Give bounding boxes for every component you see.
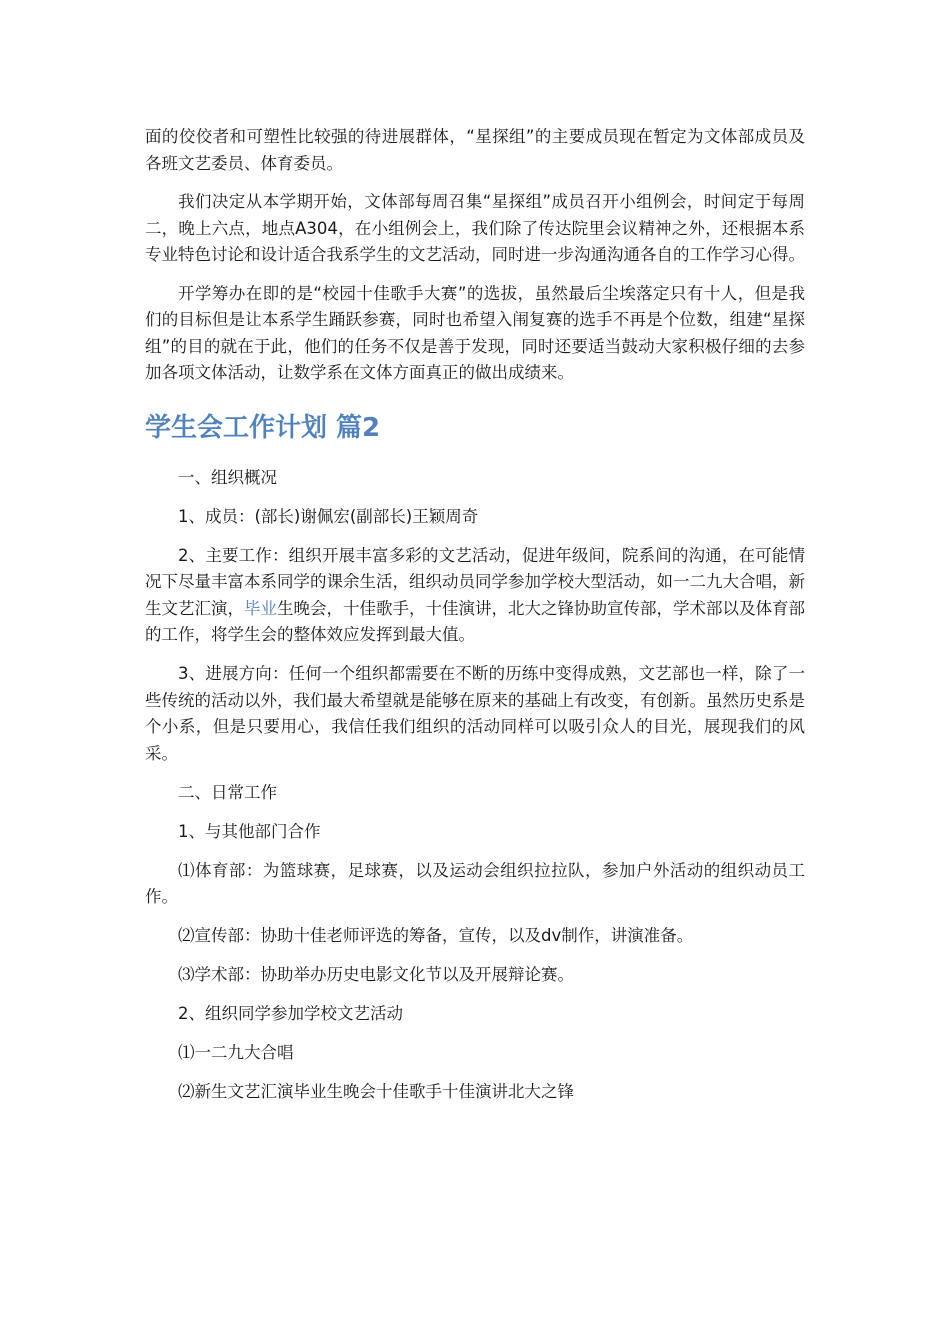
paragraph-weekly-meeting: 我们决定从本学期开始，文体部每周召集“星探组”成员召开小组例会，时间定于每周二，晚上六点，地点A304，在小组例会上，我们除了传达院里会议精神之外，还根据本系专业特色讨论和设计适合我系学生的文艺活动，同时进一步沟通沟通各自的工作学习心得。 xyxy=(145,192,805,264)
subheading-daily-work: 二、日常工作 xyxy=(178,782,277,802)
main-work-text-b: 生晚会，十佳歌手，十佳演讲，北大之锋协助宣传部，学术部以及体育部的工作，将学生会的整体效应发挥到最大值。 xyxy=(145,598,805,644)
paragraph-members: 1、成员：(部长)谢佩宏(副部长)王颖周奇 xyxy=(178,506,479,526)
paragraph-sports-dept: ⑴体育部：为篮球赛，足球赛，以及运动会组织拉拉队，参加户外活动的组织动员工作。 xyxy=(145,860,805,906)
paragraph-cooperation: 1、与其他部门合作 xyxy=(178,821,321,841)
paragraph-school-activities: 2、组织同学参加学校文艺活动 xyxy=(178,1004,403,1023)
paragraph-main-work xyxy=(145,543,805,649)
main-work-text-a: 2、主要工作：组织开展丰富多彩的文艺活动，促进年级间，院系间的沟通，在可能情况下尽量丰富本系同学的课余生活，组织动员同学参加学校大型活动，如一二九大合唱，新生文艺汇演， xyxy=(145,545,805,618)
paragraph-star-group-members: 面的佼佼者和可塑性比较强的待进展群体，“星探组”的主要成员现在暂定为文体部成员及各班文艺委员、体育委员。 xyxy=(145,127,805,173)
subheading-org-overview: 一、组织概况 xyxy=(178,467,277,487)
section-heading: 学生会工作计划 篇2 xyxy=(145,412,381,443)
paragraph-publicity-dept: ⑵宣传部：协助十佳老师评选的筹备，宣传，以及dv制作，讲演准备。 xyxy=(178,926,694,945)
list-item-chorus: ⑴一二九大合唱 xyxy=(178,1043,294,1062)
paragraph-singer-contest: 开学筹办在即的是“校园十佳歌手大赛”的选拔，虽然最后尘埃落定只有十人，但是我们的目标但是让本系学生踊跃参赛，同时也希望入闱复赛的选手不再是个位数，组建“星探组”的目的就在于此，他们的任务不仅是善于发现，同时还要适当鼓动大家积极仔细的去参加各项文体活动，让数学系在文体方面真正的做出成绩来。 xyxy=(145,283,805,382)
paragraph-development-direction: 3、进展方向：任何一个组织都需要在不断的历练中变得成熟，文艺部也一样，除了一些传统的活动以外，我们最大希望就是能够在原来的基础上有改变，有创新。虽然历史系是个小系，但是只要用心，我信任我们组织的活动同样可以吸引众人的目光，展现我们的风采。 xyxy=(145,664,805,763)
graduate-link[interactable]: 毕业 xyxy=(244,598,277,618)
document-body xyxy=(145,124,805,1118)
paragraph-academic-dept: ⑶学术部：协助举办历史电影文化节以及开展辩论赛。 xyxy=(178,965,574,984)
list-item-events: ⑵新生文艺汇演毕业生晚会十佳歌手十佳演讲北大之锋 xyxy=(178,1082,574,1101)
